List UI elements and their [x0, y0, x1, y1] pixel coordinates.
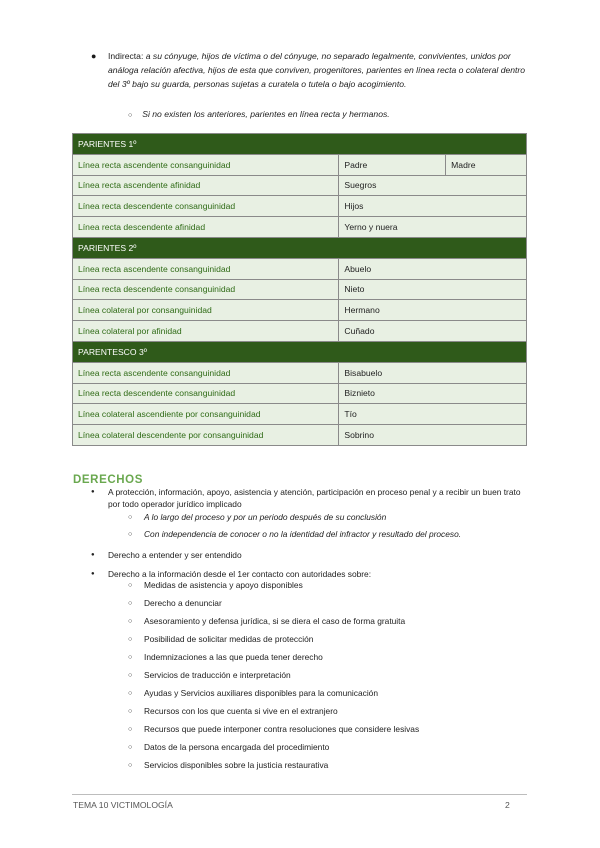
list-item: ● Derecho a la información desde el 1er contacto con autoridades sobre: — [72, 569, 532, 581]
intro-sub-text: Si no existen los anteriores, parientes en línea recta y hermanos. — [142, 109, 390, 119]
row-value: Nieto — [339, 279, 527, 300]
sub-list-item: ○ Asesoramiento y defensa jurídica, si se diera el caso de forma gratuita — [72, 616, 532, 627]
row-value-2: Madre — [446, 154, 527, 175]
page-number: 2 — [505, 800, 510, 810]
sub-list-item: ○ Posibilidad de solicitar medidas de protección — [72, 634, 532, 645]
row-label: Línea recta ascendente afinidad — [73, 175, 339, 196]
sub-list-item: ○ Recursos con los que cuenta si vive en el extranjero — [72, 706, 532, 717]
row-value: Cuñado — [339, 321, 527, 342]
row-label: Línea recta ascendente consanguinidad — [73, 258, 339, 279]
group-title: PARENTESCO 3º — [73, 341, 527, 362]
row-value: Biznieto — [339, 383, 527, 404]
list-item: ● Derecho a entender y ser entendido — [72, 550, 532, 562]
row-label: Línea recta descendente consanguinidad — [73, 383, 339, 404]
row-value: Sobrino — [339, 425, 527, 446]
row-value: Hijos — [339, 196, 527, 217]
sub-list-item: ○ Con independencia de conocer o no la identidad del infractor y resultado del proceso. — [72, 529, 532, 540]
list-item: ● A protección, información, apoyo, asistencia y atención, participación en proceso penal y a recibir un buen trato por todo operador jurídico implicado — [72, 487, 532, 510]
footer-divider — [72, 794, 527, 795]
table-row — [73, 175, 527, 196]
sub-list-item: ○ Datos de la persona encargada del procedimiento — [72, 742, 532, 753]
circle-bullet-icon: ○ — [128, 112, 133, 119]
row-value: Abuelo — [339, 258, 527, 279]
row-label: Línea colateral ascendiente por consanguinidad — [73, 404, 339, 425]
row-label: Línea recta descendente afinidad — [73, 217, 339, 238]
rights-list — [72, 487, 532, 771]
row-label: Línea recta ascendente consanguinidad — [73, 362, 339, 383]
table-row — [73, 404, 527, 425]
sub-list-item: ○ Ayudas y Servicios auxiliares disponibles para la comunicación — [72, 688, 532, 699]
row-label: Línea colateral descendente por consanguinidad — [73, 425, 339, 446]
row-label: Línea recta descendente consanguinidad — [73, 196, 339, 217]
sub-list-item: ○ Servicios de traducción e interpretación — [72, 670, 532, 681]
sub-list-item: ○ Medidas de asistencia y apoyo disponibles — [72, 580, 532, 591]
table-row — [73, 217, 527, 238]
row-label: Línea colateral por consanguinidad — [73, 300, 339, 321]
sub-list-item: ○ Recursos que puede interponer contra resoluciones que considere lesivas — [72, 724, 532, 735]
table-row — [73, 196, 527, 217]
table-row — [73, 362, 527, 383]
table-row — [73, 321, 527, 342]
row-value: Suegros — [339, 175, 527, 196]
table-row — [73, 425, 527, 446]
row-value: Hermano — [339, 300, 527, 321]
table-row — [73, 258, 527, 279]
row-label: Línea recta descendente consanguinidad — [73, 279, 339, 300]
table-row — [73, 300, 527, 321]
row-value: Yerno y nuera — [339, 217, 527, 238]
row-label: Línea recta ascendente consanguinidad — [73, 154, 339, 175]
row-value: Tío — [339, 404, 527, 425]
sub-list-item: ○ Servicios disponibles sobre la justicia restaurativa — [72, 760, 532, 771]
row-value: Padre — [339, 154, 446, 175]
row-label: Línea colateral por afinidad — [73, 321, 339, 342]
intro-text: a su cónyuge, hijos de víctima o del cónyuge, no separado legalmente, convivientes, unidos por análoga relación afectiva, hijos de esta que conviven, progenitores, parientes en línea recta o colateral dentro del 3º bajo su guarda, personas sujetas a curatela o tutela o bajo acogimiento. — [108, 51, 526, 89]
table-row — [73, 383, 527, 404]
sub-list-item: ○ Derecho a denunciar — [72, 598, 532, 609]
table-group-header — [73, 341, 527, 362]
table-row — [73, 154, 527, 175]
bullet-icon: ● — [91, 51, 97, 61]
sub-list-item: ○ A lo largo del proceso y por un periodo después de su conclusión — [72, 512, 532, 523]
table-group-header — [73, 237, 527, 258]
row-value: Bisabuelo — [339, 362, 527, 383]
intro-sub-item — [128, 109, 390, 119]
footer-title: TEMA 10 VICTIMOLOGÍA — [73, 800, 173, 810]
sub-list-item: ○ Indemnizaciones a las que pueda tener derecho — [72, 652, 532, 663]
kinship-table — [72, 133, 527, 446]
group-title: PARIENTES 2º — [73, 237, 527, 258]
section-title: DERECHOS — [73, 474, 143, 486]
table-group-header — [73, 134, 527, 155]
intro-lead: Indirecta: — [108, 51, 146, 61]
intro-paragraph — [108, 49, 528, 91]
table-row — [73, 279, 527, 300]
group-title: PARIENTES 1º — [73, 134, 527, 155]
